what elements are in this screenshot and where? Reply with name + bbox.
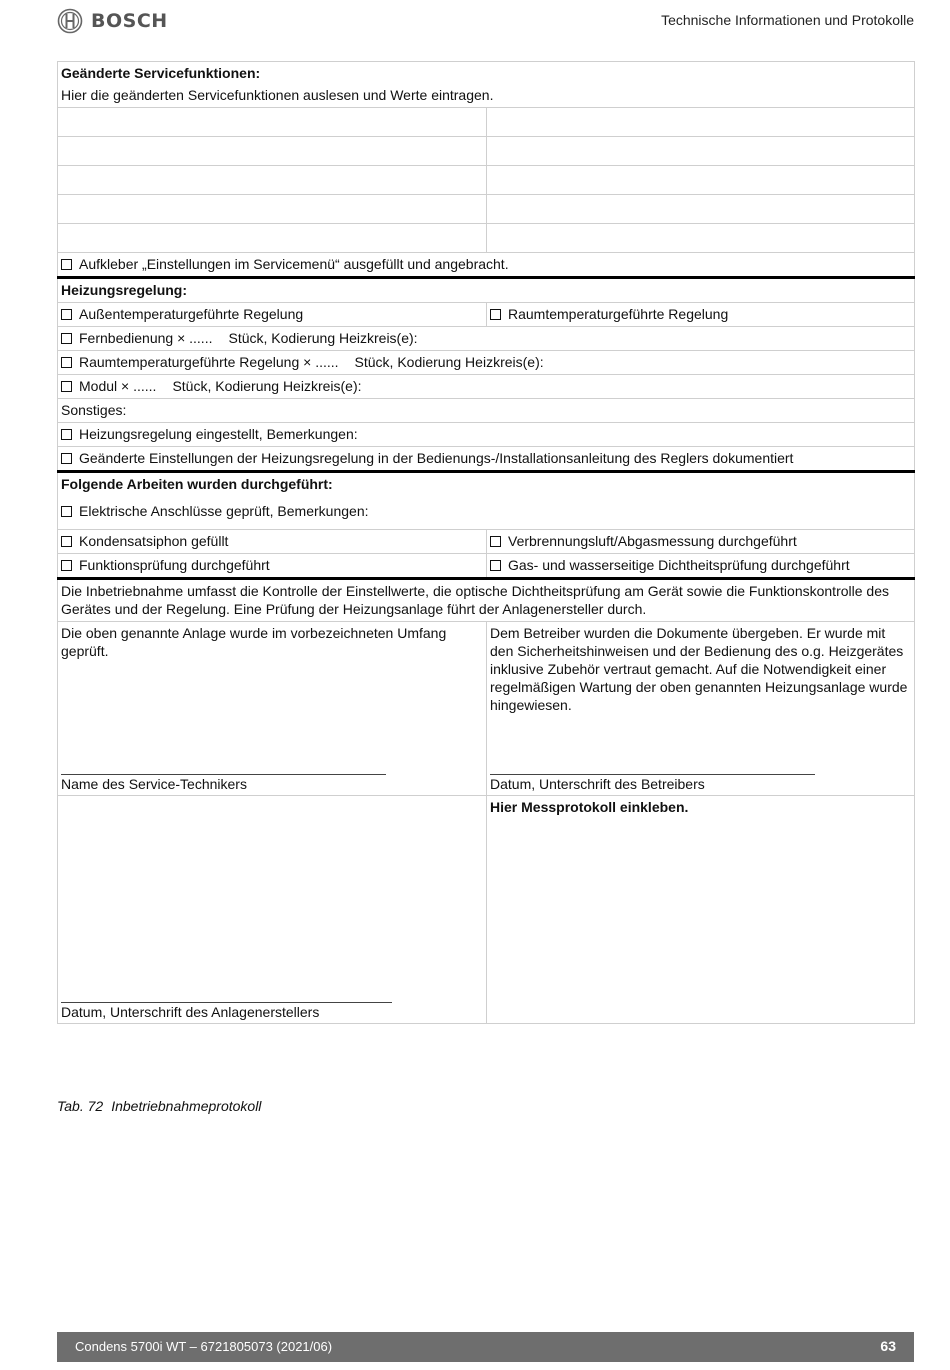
service-instruction: Hier die geänderten Servicefunktionen auslesen und Werte eintragen.: [61, 87, 494, 103]
installer-signature-label: Datum, Unterschrift des Anlagenerstellers: [61, 1004, 320, 1020]
combustion-cell: [487, 530, 915, 554]
function-test-label: Funktionsprüfung durchgeführt: [79, 557, 270, 573]
service-entry-cell[interactable]: [58, 137, 487, 166]
checkbox[interactable]: [61, 560, 72, 571]
service-entry-cell[interactable]: [58, 166, 487, 195]
checked-statement: Die oben genannte Anlage wurde im vorbezeichneten Umfang geprüft.: [61, 625, 447, 659]
page-footer: [57, 1332, 914, 1362]
other-row[interactable]: Sonstiges:: [58, 399, 915, 423]
combustion-label: Verbrennungsluft/Abgasmessung durchgeführt: [508, 533, 797, 549]
bosch-armature-icon: [57, 8, 83, 34]
checkbox[interactable]: [61, 357, 72, 368]
checkbox[interactable]: [61, 453, 72, 464]
table-title: Inbetriebnahmeprotokoll: [111, 1098, 262, 1114]
remote-row: [58, 327, 915, 351]
heating-set-row: [58, 423, 915, 447]
heating-heading: Heizungsregelung:: [58, 278, 915, 303]
checkbox[interactable]: [61, 259, 72, 270]
sticker-row: [58, 253, 915, 278]
operator-sign-cell[interactable]: [487, 622, 915, 796]
scope-statement: Die Inbetriebnahme umfasst die Kontrolle der Einstellwerte, die optische Dichtheitsprüfung am Gerät sowie die Funktionskontrolle des Gerätes und der Regelung. Eine Prüfung der Heizungsanlage führt der Anlagenersteller durch.: [58, 579, 915, 622]
checkbox[interactable]: [61, 333, 72, 344]
checkbox[interactable]: [61, 309, 72, 320]
heating-documented-row: [58, 447, 915, 472]
outdoor-control-cell: [58, 303, 487, 327]
checkbox[interactable]: [61, 381, 72, 392]
siphon-cell: [58, 530, 487, 554]
installer-sign-cell[interactable]: [58, 796, 487, 1024]
commissioning-protocol-table: [57, 61, 915, 1024]
remote-label: Fernbedienung × ......: [79, 330, 213, 346]
checkbox[interactable]: [490, 560, 501, 571]
leak-test-cell: [487, 554, 915, 579]
service-value-cell[interactable]: [487, 108, 915, 137]
checkbox[interactable]: [490, 309, 501, 320]
checkbox[interactable]: [61, 429, 72, 440]
measurement-protocol-label: Hier Messprotokoll einkleben.: [490, 799, 689, 815]
chapter-title: Technische Informationen und Protokolle: [661, 12, 914, 28]
service-value-cell[interactable]: [487, 137, 915, 166]
service-entry-cell[interactable]: [58, 224, 487, 253]
module-coding-label: Stück, Kodierung Heizkreis(e):: [172, 378, 362, 394]
handover-statement: Dem Betreiber wurden die Dokumente übergeben. Er wurde mit den Sicherheitshinweisen und der Bedienung des o.g. Heizgerätes inklusive Zubehör vertraut gemacht. Auf die Notwendigkeit einer regelmäßigen Wartung der oben genannten Heizungsanlage wurde hingewiesen.: [490, 625, 908, 713]
service-value-cell[interactable]: [487, 195, 915, 224]
checkbox[interactable]: [490, 536, 501, 547]
document-reference: Condens 5700i WT – 6721805073 (2021/06): [75, 1339, 333, 1354]
work-section: [58, 472, 915, 530]
sticker-label: Aufkleber „Einstellungen im Servicemenü“ ausgefüllt und angebracht.: [79, 256, 509, 272]
function-test-cell: [58, 554, 487, 579]
room-controller-label: Raumtemperaturgeführte Regelung × ......: [79, 354, 339, 370]
room-control-cell: [487, 303, 915, 327]
module-label: Modul × ......: [79, 378, 157, 394]
service-entry-cell[interactable]: [58, 195, 487, 224]
service-value-cell[interactable]: [487, 166, 915, 195]
page-header: [57, 8, 914, 36]
heating-set-label: Heizungsregelung eingestellt, Bemerkungen:: [79, 426, 358, 442]
siphon-label: Kondensatsiphon gefüllt: [79, 533, 229, 549]
service-section: [58, 62, 915, 108]
heating-documented-label: Geänderte Einstellungen der Heizungsregelung in der Bedienungs-/Installationsanleitung des Reglers dokumentiert: [79, 450, 794, 466]
service-entry-cell[interactable]: [58, 108, 487, 137]
module-row: [58, 375, 915, 399]
leak-test-label: Gas- und wasserseitige Dichtheitsprüfung durchgeführt: [508, 557, 850, 573]
operator-signature-label: Datum, Unterschrift des Betreibers: [490, 776, 705, 792]
room-controller-coding-label: Stück, Kodierung Heizkreis(e):: [354, 354, 544, 370]
checkbox[interactable]: [61, 536, 72, 547]
table-caption: [57, 1098, 269, 1114]
remote-coding-label: Stück, Kodierung Heizkreis(e):: [228, 330, 418, 346]
bosch-logo: [57, 8, 168, 34]
page-number: 63: [880, 1338, 896, 1354]
measurement-protocol-cell[interactable]: [487, 796, 915, 1024]
checkbox[interactable]: [61, 506, 72, 517]
electrical-label: Elektrische Anschlüsse geprüft, Bemerkungen:: [79, 503, 369, 519]
outdoor-control-label: Außentemperaturgeführte Regelung: [79, 306, 304, 322]
room-control-label: Raumtemperaturgeführte Regelung: [508, 306, 729, 322]
service-value-cell[interactable]: [487, 224, 915, 253]
brand-name: BOSCH: [91, 10, 168, 32]
room-controller-row: [58, 351, 915, 375]
technician-name-label: Name des Service-Technikers: [61, 776, 247, 792]
service-heading: Geänderte Servicefunktionen:: [61, 65, 261, 81]
work-heading: Folgende Arbeiten wurden durchgeführt:: [61, 476, 333, 492]
technician-sign-cell[interactable]: [58, 622, 487, 796]
table-number: Tab. 72: [57, 1098, 104, 1114]
